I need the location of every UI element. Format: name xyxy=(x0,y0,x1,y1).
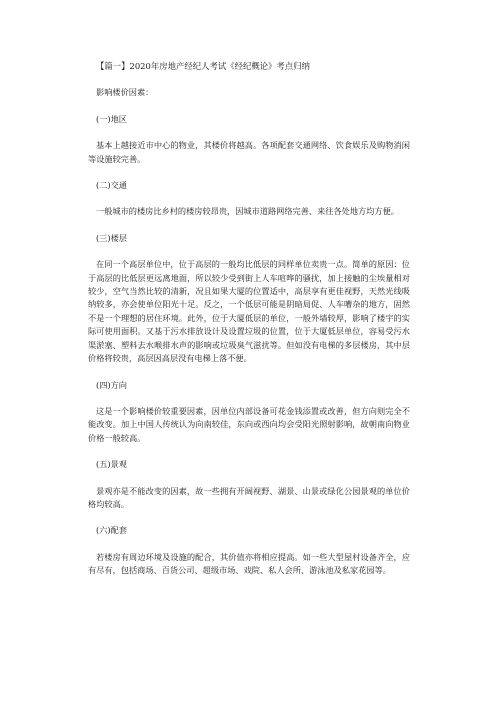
intro-line: 影响楼价因素： xyxy=(96,87,154,98)
section-body-orientation: 这是一个影响楼价较重要因素，因单位内部设备可花金钱添置或改善，但方向则完全不能改变。加上中国人传统认为向南较佳，东向或西向均会受阳光照射影响，故朝南向物业价格一般较高。 xyxy=(88,405,410,443)
document-title: 【篇一】2020年房地产经纪人考试《经纪概论》考点归纳 xyxy=(96,61,310,71)
document-page xyxy=(88,60,410,591)
section-body-location: 基本上越接近市中心的物业，其楼价将越高。各项配套交通网络、饮食娱乐及购物消闲等设施较完善。 xyxy=(88,140,410,164)
section-heading-location: (一)地区 xyxy=(96,113,127,124)
section-heading-floor: (三)楼层 xyxy=(96,232,127,243)
section-heading-view: (五)景观 xyxy=(96,459,127,470)
section-heading-transport: (二)交通 xyxy=(96,180,127,191)
section-body-floor: 在同一个高层单位中，位于高层的一般均比低层的同样单位卖贵一点。简单的原因：位于高层的比低层更远离地面，所以较少受到街上人车喧哗的骚扰，加上接触的尘埃量相对较少，空气当然比较的清新，况且如果大厦的位置适中，高层享有更佳视野，天然光线吸纳较多，亦会使单位阳光十足。反之，一个低层可能是阴暗局促、人车嘈杂的地方，固然不是一个理想的居住环境。此外，位于大厦低层的单位，一般外墙较厚，影响了楼宇的实际可使用面积。又基于污水排放设计及设置垃圾的位置，位于大厦低层单位，容易受污水渠淤塞、塑料去水喉排水声的影响或垃圾臭气滋扰等。但如没有电梯的多层楼房，其中层价格将较贵，高层因高层没有电梯上落不便。 xyxy=(88,259,410,364)
section-heading-orientation: (四)方向 xyxy=(96,379,127,390)
section-body-transport: 一般城市的楼房比乡村的楼房较昂贵，因城市道路网络完善、来往各处地方均方便。 xyxy=(96,206,399,217)
section-body-view: 景观亦是不能改变的因素，故一些拥有开阔视野、湖景、山景或绿化公园景观的单位价格均较高。 xyxy=(88,485,410,509)
section-heading-facilities: (六)配套 xyxy=(96,525,127,536)
section-body-facilities: 若楼房有周边环境及设施的配合，其价值亦将相应提高。如一些大型屋村设备齐全，应有尽有，包括商场、百货公司、超级市场、戏院、私人会所、游泳池及私家花园等。 xyxy=(88,551,410,576)
